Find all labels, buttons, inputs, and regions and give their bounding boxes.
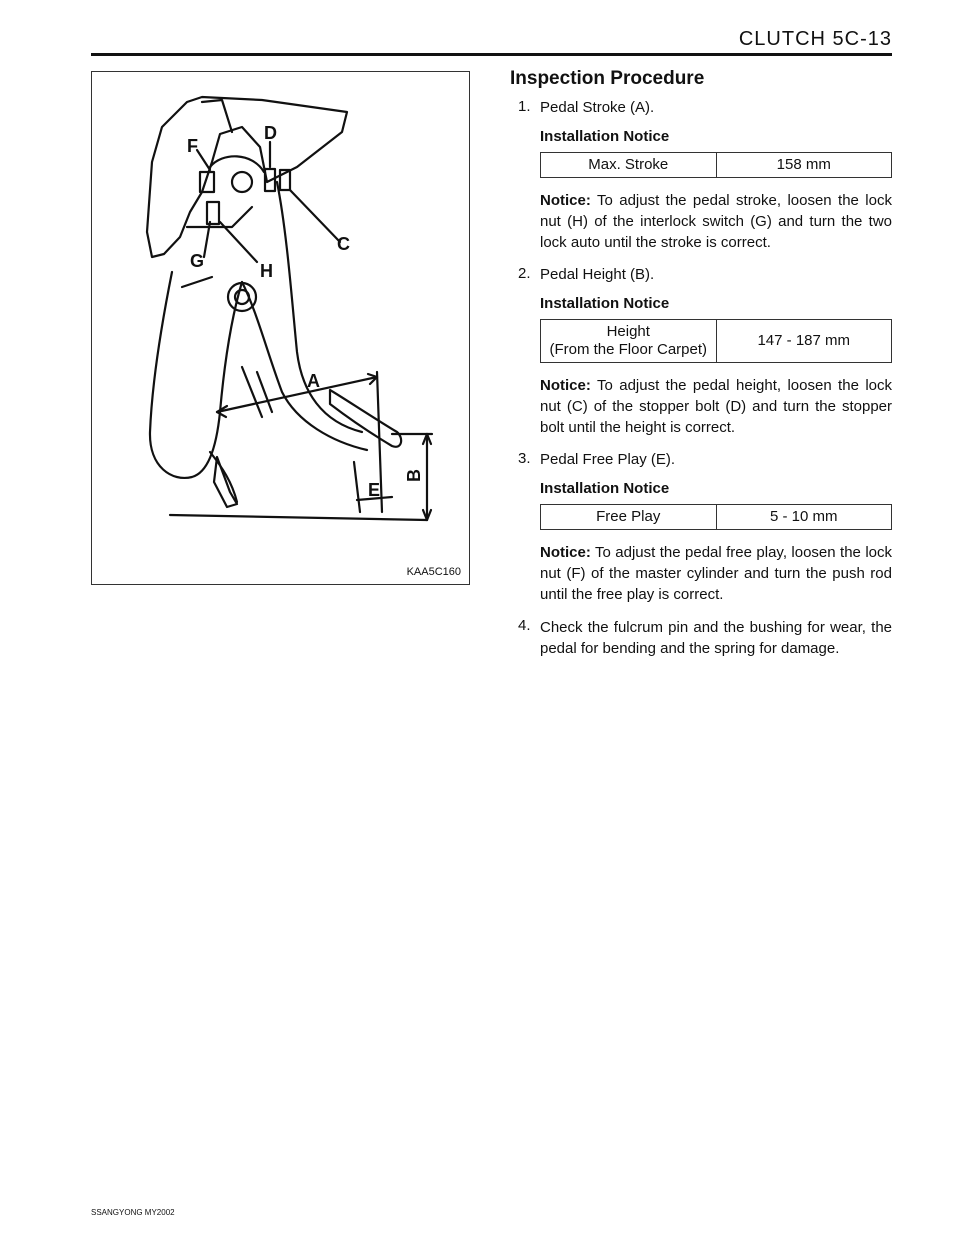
step-number: 4. xyxy=(518,617,531,634)
label-e: E xyxy=(368,480,381,500)
page-header-title: CLUTCH 5C-13 xyxy=(738,28,892,50)
figure-code: KAA5C160 xyxy=(406,566,461,578)
step-text: Pedal Stroke (A). xyxy=(540,99,655,116)
procedure-content xyxy=(510,68,892,671)
step-text: Pedal Free Play (E). xyxy=(540,451,676,468)
notice-label: Notice: xyxy=(540,192,591,209)
step-1 xyxy=(510,98,892,253)
notice-label: Notice: xyxy=(540,544,591,561)
spec-label xyxy=(541,320,717,363)
notice-label: Notice: xyxy=(540,377,591,394)
section-title: Inspection Procedure xyxy=(510,68,705,89)
step-text: Pedal Height (B). xyxy=(540,266,655,283)
step-4 xyxy=(510,617,892,659)
label-f: F xyxy=(187,136,198,156)
spec-label: Max. Stroke xyxy=(541,153,717,178)
header-rule xyxy=(91,53,892,56)
step-2 xyxy=(510,265,892,438)
spec-table xyxy=(540,504,892,530)
footer-model: SSANGYONG MY2002 xyxy=(91,1208,175,1217)
spec-value: 5 - 10 mm xyxy=(716,505,892,530)
spec-label-line-2: (From the Floor Carpet) xyxy=(549,341,708,358)
label-c: C xyxy=(337,234,350,254)
step-number: 1. xyxy=(518,98,531,115)
label-a: A xyxy=(307,371,320,391)
spec-value: 147 - 187 mm xyxy=(716,320,892,363)
label-b: B xyxy=(404,469,424,482)
clutch-pedal-figure xyxy=(91,71,470,585)
installation-notice-heading: Installation Notice xyxy=(540,480,670,497)
table-row xyxy=(541,153,892,178)
label-h: H xyxy=(260,261,273,281)
notice-paragraph xyxy=(540,375,892,438)
spec-table xyxy=(540,152,892,178)
notice-paragraph xyxy=(540,190,892,253)
spec-value: 158 mm xyxy=(716,153,892,178)
notice-text: To adjust the pedal stroke, loosen the lock nut (H) of the interlock switch (G) and turn the two lock auto until the stroke is correct. xyxy=(540,192,892,251)
table-row xyxy=(541,320,892,363)
spec-label-line-1: Height xyxy=(606,323,650,340)
step-3 xyxy=(510,450,892,605)
spec-table xyxy=(540,319,892,363)
step-number: 3. xyxy=(518,450,531,467)
label-g: G xyxy=(190,251,205,271)
spec-label: Free Play xyxy=(541,505,717,530)
step-text: Check the fulcrum pin and the bushing for wear, the pedal for bending and the spring for damage. xyxy=(540,619,892,657)
installation-notice-heading: Installation Notice xyxy=(540,295,670,312)
notice-paragraph xyxy=(540,542,892,605)
notice-text: To adjust the pedal height, loosen the lock nut (C) of the stopper bolt (D) and turn the stopper bolt until the height is correct. xyxy=(540,377,892,436)
notice-text: To adjust the pedal free play, loosen the lock nut (F) of the master cylinder and turn the push rod until the free play is correct. xyxy=(540,544,892,603)
installation-notice-heading: Installation Notice xyxy=(540,128,670,145)
label-d: D xyxy=(264,123,277,143)
table-row xyxy=(541,505,892,530)
step-number: 2. xyxy=(518,265,531,282)
clutch-pedal-illustration xyxy=(92,72,471,586)
